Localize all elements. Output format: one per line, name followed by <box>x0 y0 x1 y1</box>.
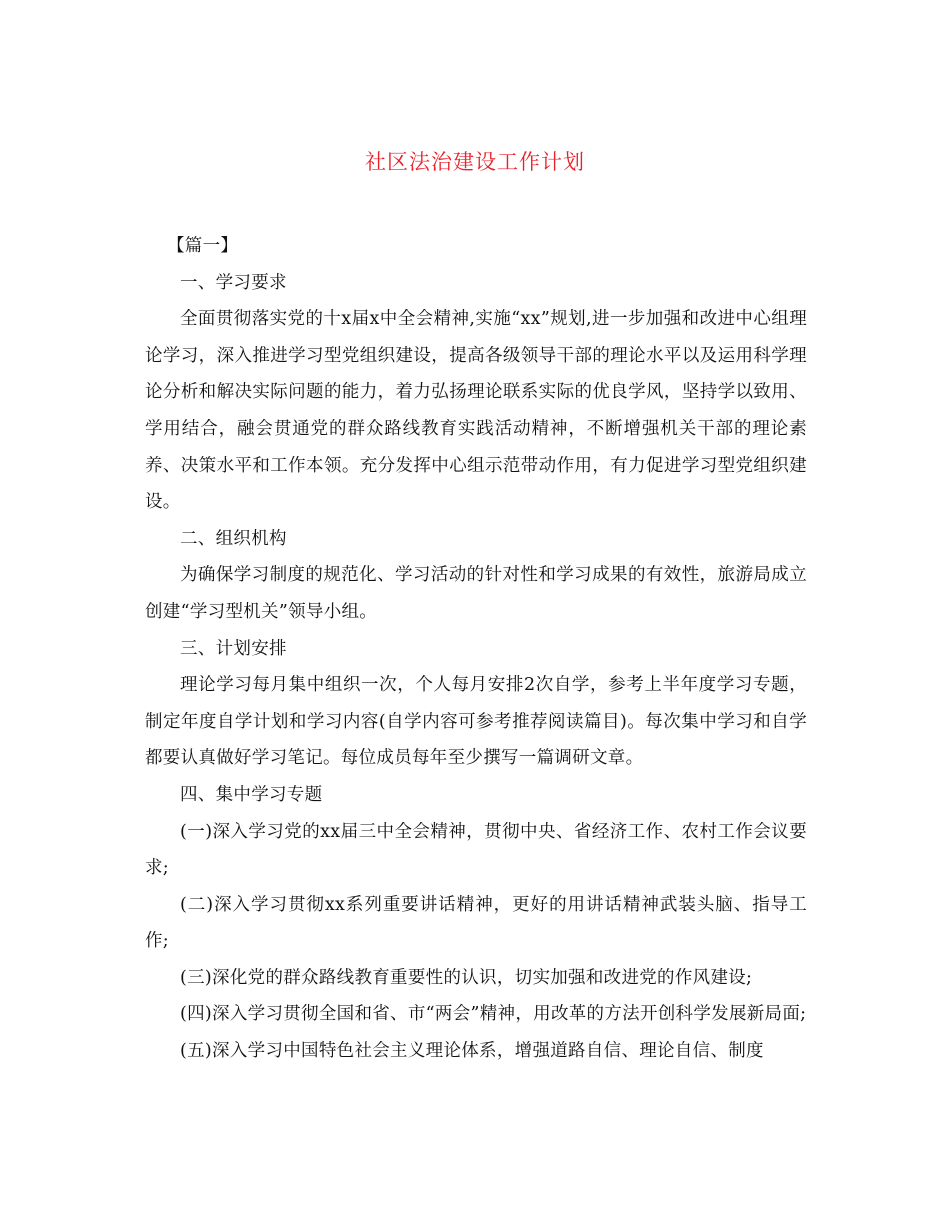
document-body <box>145 228 807 1070</box>
paragraph-schedule: 理论学习每月集中组织一次，个人每月安排2次自学，参考上半年度学习专题，制定年度自学计划和学习内容(自学内容可参考推荐阅读篇目)。每次集中学习和自学都要认真做好学习笔记。每位成员每年至少撰写一篇调研文章。 <box>145 675 807 769</box>
section-heading-2: 二、组织机构 <box>180 528 287 549</box>
part-label: 【篇一】 <box>167 236 239 256</box>
list-item-2: (二)深入学习贯彻xx系列重要讲话精神，更好的用讲话精神武装头脑、指导工作; <box>145 894 807 952</box>
paragraph-learning-requirements: 全面贯彻落实党的十x届x中全会精神,实施“xx”规划,进一步加强和改进中心组理论学习，深入推进学习型党组织建设，提高各级领导干部的理论水平以及运用科学理论分析和解决实际问题的能力，着力弘扬理论联系实际的优良学风，坚持学以致用、学用结合，融会贯通党的群众路线教育实践活动精神，不断增强机关干部的理论素养、决策水平和工作本领。充分发挥中心组示范带动作用，有力促进学习型党组织建设。 <box>145 309 807 513</box>
section-heading-1: 一、学习要求 <box>180 272 287 293</box>
section-heading-3: 三、计划安排 <box>180 638 287 659</box>
list-item-5: (五)深入学习中国特色社会主义理论体系，增强道路自信、理论自信、制度 <box>180 1041 764 1062</box>
document-title: 社区法治建设工作计划 <box>365 150 585 174</box>
section-heading-4: 四、集中学习专题 <box>180 784 323 805</box>
paragraph-organization: 为确保学习制度的规范化、学习活动的针对性和学习成果的有效性，旅游局成立创建“学习型机关”领导小组。 <box>145 565 807 622</box>
list-item-4: (四)深入学习贯彻全国和省、市“两会”精神，用改革的方法开创科学发展新局面; <box>180 1004 807 1025</box>
list-item-1: (一)深入学习党的xx届三中全会精神，贯彻中央、省经济工作、农村工作会议要求; <box>145 821 807 879</box>
list-item-3: (三)深化党的群众路线教育重要性的认识，切实加强和改进党的作风建设; <box>180 967 753 988</box>
